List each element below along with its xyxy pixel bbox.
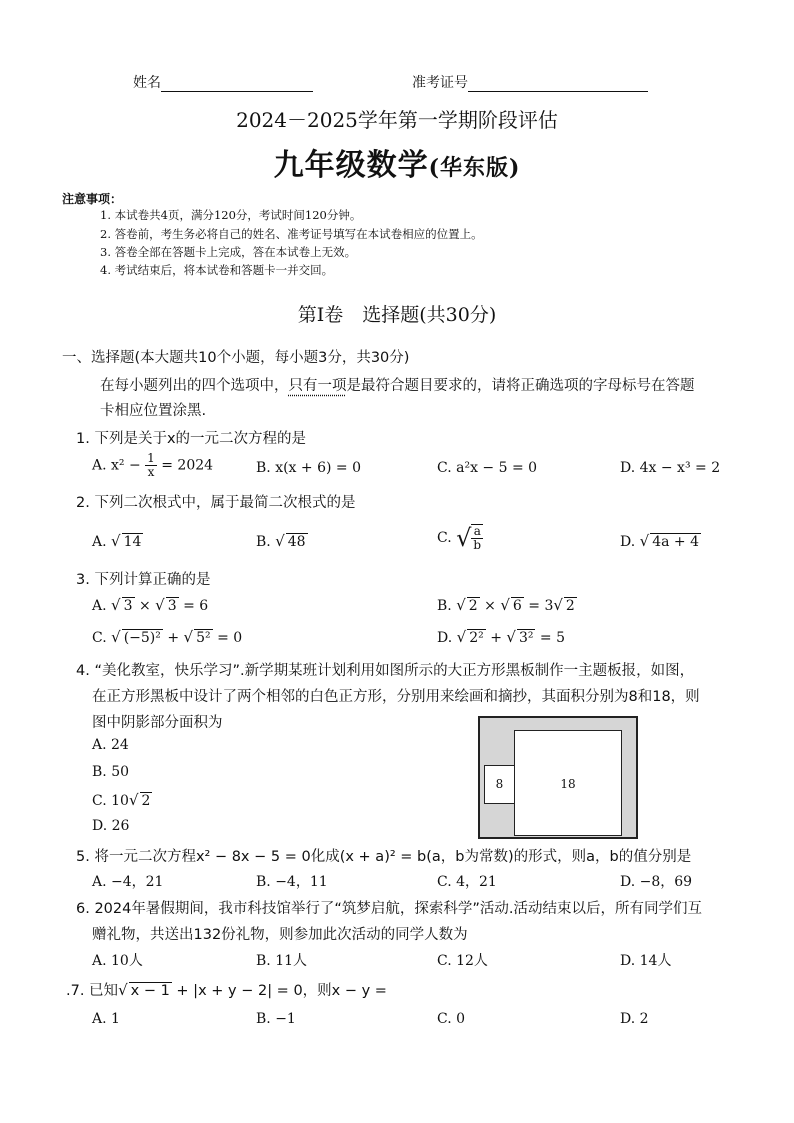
opt-label: C. <box>437 530 452 546</box>
question-4-line: 图中阴影部分面积为 <box>92 715 223 731</box>
q4-option-d: D. 26 <box>92 818 130 834</box>
radicand: 3² <box>518 630 534 646</box>
q5-option-c: C. 4，21 <box>437 874 497 890</box>
q4-option-c <box>92 791 152 809</box>
small-white-square: 8 <box>484 765 515 804</box>
radical-sign: √ <box>155 596 165 614</box>
question-4-line: 4. “美化教室，快乐学习”.新学期某班计划利用如图所示的大正方形黑板制作一主题板报，如图， <box>76 663 695 679</box>
radical-sign: √ <box>111 628 121 646</box>
opt-text: = 0 <box>217 630 243 646</box>
radical-sign: √ <box>275 532 285 550</box>
large-white-square: 18 <box>514 730 622 836</box>
exam-term-title: 2024－2025学年第一学期阶段评估 <box>236 108 558 132</box>
notice-item: 1. 本试卷共4页，满分120分，考试时间120分钟。 <box>100 208 362 222</box>
question-4-line: 在正方形黑板中设计了两个相邻的白色正方形，分别用来绘画和摘抄，其面积分别为8和18，则 <box>92 689 700 705</box>
radicand: 4a + 4 <box>652 534 699 550</box>
part-instruction <box>100 374 695 395</box>
radicand: 3 <box>123 598 133 614</box>
instr-text: 在每小题列出的四个选项中， <box>100 378 289 394</box>
radicand: 48 <box>287 534 306 550</box>
radicand: 6 <box>512 598 522 614</box>
opt-label: B. <box>437 598 452 614</box>
q7-option-d: D. 2 <box>620 1011 649 1027</box>
notice-heading: 注意事项： <box>62 192 123 206</box>
blackboard-figure <box>478 716 638 839</box>
radicand: 2 <box>468 598 478 614</box>
part-heading: 一、选择题(本大题共10个小题，每小题3分，共30分) <box>62 350 410 366</box>
q4-option-b: B. 50 <box>92 764 130 780</box>
radicand: (−5)² <box>123 630 161 646</box>
question-1-stem: 1. 下列是关于x的一元二次方程的是 <box>76 431 307 447</box>
question-3-stem: 3. 下列计算正确的是 <box>76 572 211 588</box>
q6-option-a: A. 10人 <box>92 953 143 969</box>
operator: + <box>490 630 502 646</box>
q2-option-a <box>92 532 143 550</box>
question-2-stem: 2. 下列二次根式中，属于最简二次根式的是 <box>76 495 356 511</box>
radical-sign: √ <box>183 628 194 646</box>
q5-option-a: A. −4，21 <box>92 874 164 890</box>
opt-text: = 3 <box>528 598 554 614</box>
subject-name: 九年级数学 <box>273 148 429 183</box>
radicand: x − 1 <box>130 983 170 999</box>
operator: × <box>138 598 151 614</box>
question-6-line: 赠礼物，共送出132份礼物，则参加此次活动的同学人数为 <box>92 927 468 943</box>
question-6-line: 6. 2024年暑假期间，我市科技馆举行了“筑梦启航，探索科学”活动.活动结束以后，所有同学们互 <box>76 901 702 917</box>
q4-option-a: A. 24 <box>92 737 129 753</box>
operator: + <box>167 630 180 646</box>
section-title: 第Ⅰ卷 选择题(共30分) <box>297 304 497 326</box>
fraction <box>471 524 483 552</box>
operator: × <box>484 598 496 614</box>
numerator: 1 <box>147 451 155 465</box>
opt-label: D. <box>620 534 636 550</box>
name-blank <box>161 75 313 92</box>
radical-sign: √ <box>506 628 516 646</box>
radicand: 3 <box>167 598 177 614</box>
numerator: a <box>471 525 483 539</box>
part-instruction: 卡相应位置涂黑. <box>100 403 207 419</box>
q1-option-b: B. x(x + 6) = 0 <box>256 460 361 476</box>
radical-sign: √ <box>111 532 121 550</box>
radical-sign: √ <box>128 791 139 809</box>
denominator: x <box>147 465 155 479</box>
q3-option-d <box>437 628 565 646</box>
radicand: 2 <box>141 793 151 809</box>
opt-text: = 6 <box>183 598 209 614</box>
radicand: 5² <box>196 630 211 646</box>
edition-label: (华东版) <box>428 155 521 181</box>
opt-label: B. <box>256 534 271 550</box>
q7-option-a: A. 1 <box>92 1011 120 1027</box>
q6-option-d: D. 14人 <box>620 953 672 969</box>
notice-item: 4. 考试结束后，将本试卷和答题卡一并交回。 <box>100 263 334 277</box>
q6-option-c: C. 12人 <box>437 953 488 969</box>
q2-option-b <box>256 532 308 550</box>
radicand: 14 <box>123 534 142 550</box>
q7-option-b: B. −1 <box>256 1011 296 1027</box>
radical-sign: √ <box>500 596 510 614</box>
opt-label: A. <box>92 598 107 614</box>
radical-sign: √ <box>456 596 466 614</box>
opt-text: A. x² − <box>92 457 141 474</box>
q3-option-c <box>92 628 242 646</box>
radical-sign: √ <box>111 596 121 614</box>
q5-option-b: B. −4，11 <box>256 874 328 890</box>
opt-text: C. 10 <box>92 793 129 809</box>
question-5-stem: 5. 将一元二次方程x² − 8x − 5 = 0化成(x + a)² = b(a，b为常数)的形式，则a，b的值分别是 <box>76 849 692 865</box>
radical-sign: √ <box>639 532 650 550</box>
q3-option-a <box>92 596 208 614</box>
opt-label: D. <box>437 630 453 646</box>
q6-option-b: B. 11人 <box>256 953 308 969</box>
exam-subject-title <box>0 140 794 184</box>
q2-option-d <box>620 532 701 550</box>
opt-text: = 2024 <box>161 457 214 474</box>
opt-label: C. <box>92 630 107 646</box>
exam-id-field <box>412 72 648 92</box>
radical-sign: √ <box>118 981 128 999</box>
instr-text: 是最符合题目要求的，请将正确选项的字母标号在答题 <box>346 378 695 394</box>
denominator: b <box>473 538 482 552</box>
name-label: 姓名 <box>133 75 161 91</box>
fraction <box>145 452 157 479</box>
radical-sign: √ <box>456 628 467 646</box>
radical-sign: √ <box>456 524 472 552</box>
q1-option-c: C. a²x − 5 = 0 <box>437 460 538 476</box>
q7-option-c: C. 0 <box>437 1011 466 1027</box>
exam-id-label: 准考证号 <box>412 75 468 91</box>
notice-item: 2. 答卷前，考生务必将自己的姓名、准考证号填写在本试卷相应的位置上。 <box>100 227 483 241</box>
q2-option-c <box>437 524 483 552</box>
q1-option-d: D. 4x − x³ = 2 <box>620 460 721 476</box>
q3-option-b <box>437 596 577 614</box>
instr-emphasis: 只有一项 <box>288 378 347 394</box>
question-7-stem <box>66 979 387 1000</box>
opt-text: = 5 <box>539 630 566 646</box>
q1-option-a <box>92 452 213 479</box>
radicand: 2 <box>565 598 575 614</box>
exam-id-blank <box>468 75 648 92</box>
name-field <box>133 72 313 92</box>
stem-text: .7. 已知 <box>66 983 119 999</box>
radicand: 2² <box>469 630 484 646</box>
stem-text: + |x + y − 2| = 0，则x − y = <box>176 983 387 999</box>
radical-sign: √ <box>553 596 563 614</box>
opt-label: A. <box>92 534 107 550</box>
notice-item: 3. 答卷全部在答题卡上完成，答在本试卷上无效。 <box>100 245 357 259</box>
q5-option-d: D. −8，69 <box>620 874 693 890</box>
